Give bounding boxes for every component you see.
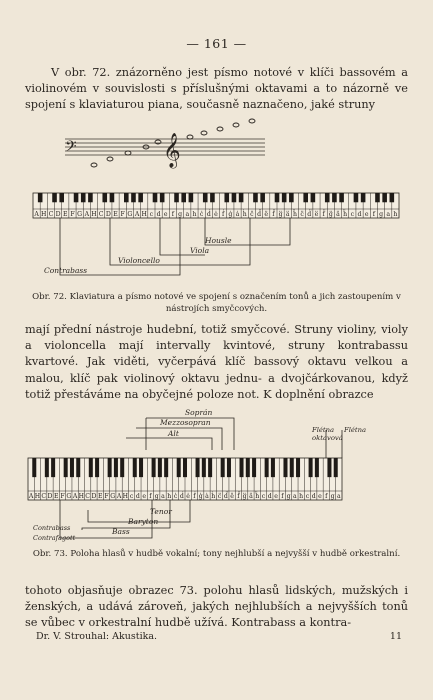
paragraph-main: mají přední nástroje hudební, totiž smyčcové. Struny violiny, violy a violoncella mají intervally kvintové, struny kontrabassu kvartové. Jak viděti, vyčerpává klíč bassový oktavu velkou a malou, klíč pak violinový oktavu jednu- a dvojčárkovanou, když totiž přestáváme na obyčejné poloze not. K doplnění obrazce xyxy=(25,323,408,401)
page-number: — 161 — xyxy=(186,36,247,51)
key-letter: H xyxy=(34,493,41,500)
key-letter: g xyxy=(286,493,291,500)
key-letter: e xyxy=(274,493,278,500)
key-letter: G xyxy=(66,493,72,500)
key-letter: f̎ xyxy=(272,211,275,218)
key-letter: a̎ xyxy=(249,493,253,500)
key-letter: C xyxy=(41,493,47,500)
key-letter: e̍ xyxy=(186,493,190,500)
key-letter: c̎ xyxy=(250,211,254,218)
key-letter: e̎ xyxy=(264,211,269,218)
key-letter: h̎ xyxy=(343,211,348,218)
key-letter: a xyxy=(337,493,341,500)
key-letter: h̎ xyxy=(255,493,260,500)
key-letter: f xyxy=(149,493,152,500)
figure-73-caption: Obr. 73. Poloha hlasů v hudbě vokalní; tony nejhlubší a nejvyšší v hudbě orkestralní. xyxy=(32,549,401,559)
key-letter: g̎ xyxy=(242,493,247,500)
paragraph-end: tohoto objasňuje obrazec 73. polohu hlasů lidských, mužských i ženských, a udává zároveň, jakých nejhlubších a nejvyšších tonů se vůbec v orkestralní hudbě užívá. Kontrabass a kontra- xyxy=(25,584,408,630)
treble-clef-icon: 𝄞 xyxy=(163,133,181,168)
key-letter: c xyxy=(261,493,266,500)
label-soprano: Soprán xyxy=(185,408,213,417)
key-letter: E xyxy=(113,211,118,218)
key-letter: e̎ xyxy=(314,211,319,218)
key-letter: a̍ xyxy=(235,211,240,218)
key-letter: c̍ xyxy=(199,211,204,218)
key-letter: c xyxy=(129,493,134,500)
key-letter: a xyxy=(161,493,165,500)
key-letter: d̎ xyxy=(257,211,262,218)
key-letter: F xyxy=(104,493,109,500)
key-letter: g xyxy=(379,211,384,218)
key-letter: a xyxy=(185,211,190,218)
key-letter: f̎ xyxy=(237,493,240,500)
label-violoncello: Violoncello xyxy=(118,256,160,265)
label-flute-2: Flétna xyxy=(344,426,367,434)
key-letter: H xyxy=(78,493,85,500)
key-letter: f xyxy=(372,211,376,218)
paragraph-intro: V obr. 72. znázorněno jest písmo notové v klíči bassovém a violinovém v souvislosti s příslušnými oktavami a to názorně ve spojení s klaviaturou piana, současně naznačeno, jaké struny xyxy=(25,66,408,112)
key-letter: c xyxy=(305,493,310,500)
piano-keyboard-73 xyxy=(28,458,342,500)
key-letter: e xyxy=(318,493,322,500)
key-letter: h xyxy=(299,493,304,500)
label-contrafagot: Contrafagott xyxy=(33,534,76,542)
key-letter: f xyxy=(171,211,175,218)
key-letter: d̎ xyxy=(223,493,228,500)
key-letter: A xyxy=(116,493,122,500)
key-letter: D xyxy=(47,493,53,500)
key-letter: a̎ xyxy=(336,211,340,218)
key-letter: a xyxy=(386,211,391,218)
key-letter: H xyxy=(41,211,47,218)
key-letter: g̍ xyxy=(198,493,203,500)
key-letter: g xyxy=(330,493,335,500)
key-letter: c xyxy=(149,211,154,218)
label-flute-octave: oktavová xyxy=(312,434,343,442)
key-letter: e̎ xyxy=(230,493,234,500)
key-letter: F xyxy=(60,493,65,500)
key-letter: e xyxy=(142,493,147,500)
key-letter: f̍ xyxy=(222,211,225,218)
key-letter: c̎ xyxy=(300,211,304,218)
key-letter: E xyxy=(63,211,68,218)
label-housle: Housle xyxy=(205,236,232,245)
range-brackets-72 xyxy=(60,218,290,275)
key-letter: g̎ xyxy=(328,211,333,218)
piano-keyboard-72 xyxy=(33,193,399,218)
key-letter: h̍ xyxy=(242,211,247,218)
key-letter: A xyxy=(34,211,39,218)
key-letter: d xyxy=(267,493,272,500)
label-contrabass-73: Contrabass xyxy=(33,524,71,532)
key-letter: f xyxy=(281,493,284,500)
key-letter: h̍ xyxy=(211,493,216,500)
footer-signature: 11 xyxy=(389,631,402,642)
bass-clef-icon: 𝄢 xyxy=(65,138,77,159)
key-letter: F xyxy=(120,211,125,218)
key-letter: e̍ xyxy=(214,211,218,218)
key-letter: d xyxy=(357,211,362,218)
label-bass: Bass xyxy=(112,527,130,536)
label-tenor: Tenor xyxy=(150,507,172,516)
key-letter: d̎ xyxy=(307,211,312,218)
label-alt: Alt xyxy=(168,429,179,438)
key-letter: A xyxy=(134,211,140,218)
key-letter: C xyxy=(85,493,91,500)
key-letter: E xyxy=(97,493,103,500)
key-letter: d̍ xyxy=(179,493,184,500)
key-letter: f̍ xyxy=(193,493,196,500)
key-letter: e xyxy=(163,211,168,218)
key-letter: c̍ xyxy=(173,493,178,500)
key-letter: D xyxy=(91,493,97,500)
key-letter: A xyxy=(84,211,90,218)
key-letter: a̎ xyxy=(285,211,290,218)
key-letter: A xyxy=(72,493,78,500)
key-letter: d xyxy=(135,493,140,500)
key-letter: D xyxy=(105,211,111,218)
key-letter: G xyxy=(110,493,116,500)
key-letter: g xyxy=(154,493,159,500)
key-letter: c xyxy=(350,211,355,218)
key-letter: C xyxy=(98,211,104,218)
key-letter: G xyxy=(77,211,83,218)
key-letter: g̎ xyxy=(278,211,283,218)
key-letter: D xyxy=(55,211,61,218)
key-letter: f̎ xyxy=(322,211,325,218)
key-letter: g xyxy=(178,211,183,218)
key-letter: f xyxy=(325,493,328,500)
figure-72-caption: Obr. 72. Klaviatura a písmo notové ve spojení s označením tonů a jich zastoupením v nástrojích smyčcových. xyxy=(32,292,401,314)
key-letter: g̍ xyxy=(228,211,233,218)
key-letter: d xyxy=(156,211,161,218)
key-letter: C xyxy=(48,211,54,218)
label-mezzosoprano: Mezzosopran xyxy=(160,418,211,427)
key-letter: G xyxy=(127,211,133,218)
key-letter: d xyxy=(311,493,316,500)
key-letter: a xyxy=(293,493,297,500)
footer-author: Dr. V. Strouhal: Akustika. xyxy=(36,631,158,642)
label-contrabass: Contrabass xyxy=(44,266,88,275)
key-letter: H xyxy=(122,493,129,500)
key-letter: A xyxy=(28,493,34,500)
key-letter: d̍ xyxy=(206,211,211,218)
key-letter: h̎ xyxy=(292,211,297,218)
label-viola: Viola xyxy=(190,246,210,255)
key-letter: h xyxy=(192,211,197,218)
key-letter: h xyxy=(393,211,398,218)
key-letter: H xyxy=(141,211,147,218)
label-baryton: Baryton xyxy=(128,517,159,526)
key-letter: h xyxy=(167,493,172,500)
key-letter: H xyxy=(91,211,97,218)
key-letter: c̎ xyxy=(217,493,222,500)
key-letter: e xyxy=(364,211,369,218)
key-letter: F xyxy=(70,211,75,218)
key-letter: E xyxy=(53,493,59,500)
key-letter: a̍ xyxy=(205,493,209,500)
label-flute: Flétna xyxy=(312,426,335,434)
